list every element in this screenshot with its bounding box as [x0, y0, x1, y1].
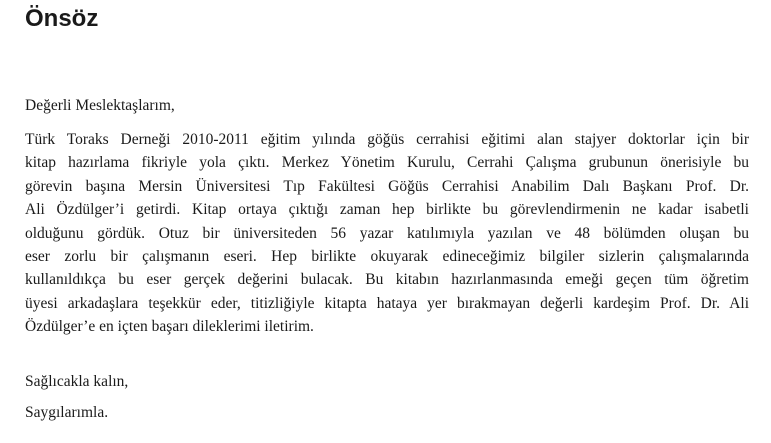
signoff-line: Saygılarımla. [25, 404, 109, 421]
page-title: Önsöz [25, 5, 99, 32]
body-line: kullanıldıkça bu eser gerçek değerini bulacak. Bu kitabın hazırlanmasında emeği geçen tüm öğretim [25, 271, 749, 289]
body-line: kitap hazırlama fikriyle yola çıktı. Merkez Yönetim Kurulu, Cerrahi Çalışma grubunun önerisiyle bu [25, 154, 749, 172]
body-line: Özdülger’e en içten başarı dileklerimi iletirim. [25, 318, 314, 336]
body-line: Türk Toraks Derneği 2010-2011 eğitim yılında göğüs cerrahisi eğitimi alan stajyer doktorlar için bir [25, 131, 749, 148]
salutation: Değerli Meslektaşlarım, [25, 97, 175, 114]
body-paragraph [25, 128, 749, 339]
closing-line: Sağlıcakla kalın, [25, 373, 129, 390]
body-line: eser zorlu bir çalışmanın eseri. Hep birlikte okuyarak edineceğimiz bilgiler sizlerin çalışmalarında [25, 247, 749, 265]
body-line: olduğunu gördük. Otuz bir üniversiteden 56 yazar katılımıyla yazılan ve 48 bölümden oluşan bu [25, 224, 749, 242]
body-line: Ali Özdülger’i getirdi. Kitap ortaya çıktığı zaman hep birlikte bu görevlendirmenin ne kadar isabetli [25, 201, 749, 219]
body-line: görevin başına Mersin Üniversitesi Tıp Fakültesi Göğüs Cerrahisi Anabilim Dalı Başkanı Prof. Dr. [25, 177, 749, 195]
body-line: üyesi arkadaşlara teşekkür eder, titizliğiyle kitapta hataya yer bırakmayan değerli kardeşim Prof. Dr. Ali [25, 294, 749, 312]
